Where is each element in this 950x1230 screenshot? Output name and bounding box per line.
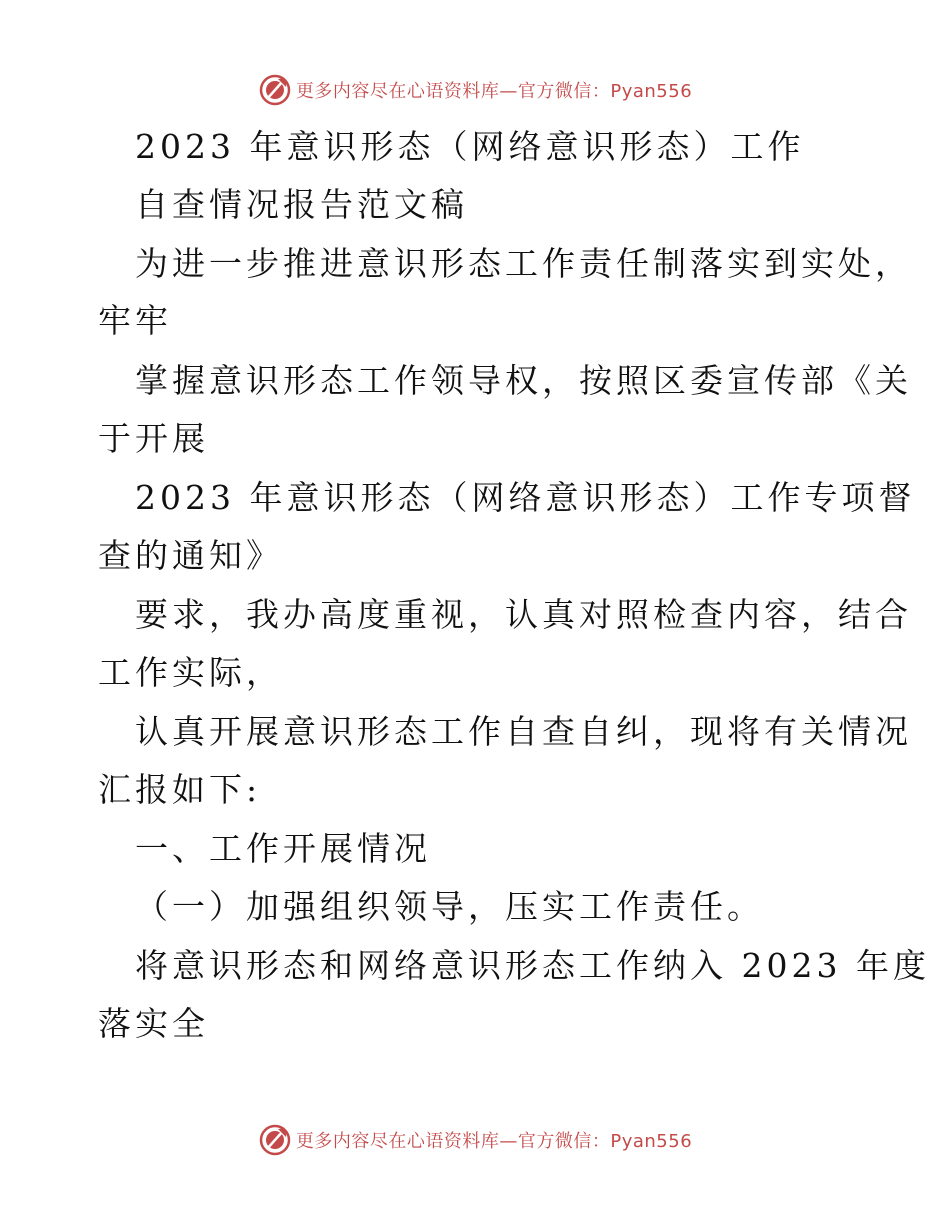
watermark-text: 更多内容尽在心语资料库—官方微信：Pyan556 [295, 81, 693, 102]
paragraph-line: 认真开展意识形态工作自查自纠，现将有关情况 [135, 712, 912, 751]
title-line-1: 2023 年意识形态（网络意识形态）工作 [135, 127, 805, 166]
paragraph-line: 汇报如下: [98, 770, 262, 809]
title-line-2: 自查情况报告范文稿 [135, 185, 468, 224]
paragraph-line: 于开展 [98, 419, 209, 458]
watermark-text: 更多内容尽在心语资料库—官方微信：Pyan556 [295, 1131, 693, 1152]
paragraph-line: 为进一步推进意识形态工作责任制落实到实处， [135, 244, 912, 283]
paragraph-line: 工作实际， [98, 653, 283, 692]
paragraph-line: 将意识形态和网络意识形态工作纳入 2023 年度 [135, 946, 930, 985]
paragraph-line: 落实全 [98, 1004, 209, 1043]
footer-watermark [0, 1120, 950, 1160]
paragraph-line: 2023 年意识形态（网络意识形态）工作专项督 [135, 478, 916, 517]
paragraph-line: 要求，我办高度重视，认真对照检查内容，结合 [135, 595, 912, 634]
quill-seal-icon [258, 1123, 292, 1157]
paragraph-line: 牢牢 [98, 301, 172, 340]
paragraph-line: 查的通知》 [98, 536, 283, 575]
paragraph-line: 掌握意识形态工作领导权，按照区委宣传部《关 [135, 361, 912, 400]
section-heading: 一、工作开展情况 [135, 829, 431, 868]
subsection-heading: （一）加强组织领导，压实工作责任。 [135, 887, 764, 926]
